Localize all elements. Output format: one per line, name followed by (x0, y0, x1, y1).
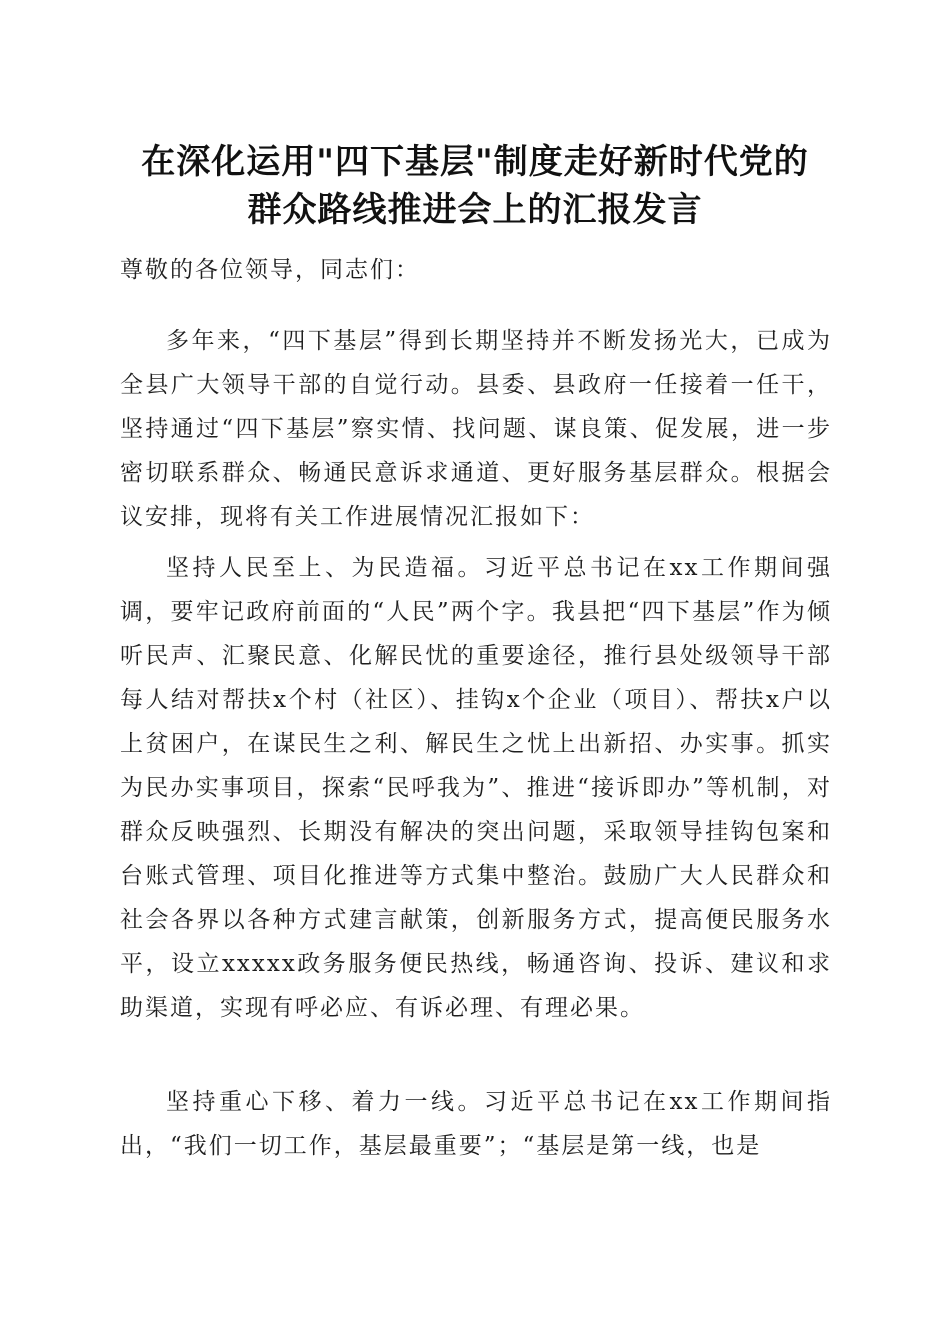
paragraph-2: 坚持人民至上、为民造福。习近平总书记在xx工作期间强调，要牢记政府前面的“人民”两个字。我县把“四下基层”作为倾听民声、汇聚民意、化解民忧的重要途径，推行县处级领导干部每人结对帮扶x个村（社区）、挂钩x个企业（项目）、帮扶x户以上贫困户，在谋民生之利、解民生之忧上出新招、办实事。抓实为民办实事项目，探索“民呼我为”、推进“接诉即办”等机制，对群众反映强烈、长期没有解决的突出问题，采取领导挂钩包案和台账式管理、项目化推进等方式集中整治。鼓励广大人民群众和社会各界以各种方式建言献策，创新服务方式，提高便民服务水平，设立xxxxx政务服务便民热线，畅通咨询、投诉、建议和求助渠道，实现有呼必应、有诉必理、有理必果。 (120, 555, 832, 1021)
paragraph-1: 多年来，“四下基层”得到长期坚持并不断发扬光大，已成为全县广大领导干部的自觉行动。县委、县政府一任接着一任干，坚持通过“四下基层”察实情、找问题、谋良策、促发展，进一步密切联系群众、畅通民意诉求通道、更好服务基层群众。根据会议安排，现将有关工作进展情况汇报如下： (120, 328, 832, 530)
document-title-line-1: 在深化运用"四下基层"制度走好新时代党的 (141, 142, 809, 182)
greeting: 尊敬的各位领导，同志们： (120, 257, 420, 283)
document-title-line-2: 群众路线推进会上的汇报发言 (247, 190, 703, 230)
paragraph-3: 坚持重心下移、着力一线。习近平总书记在xx工作期间指出，“我们一切工作，基层最重要”；“基层是第一线，也是 (120, 1089, 832, 1159)
